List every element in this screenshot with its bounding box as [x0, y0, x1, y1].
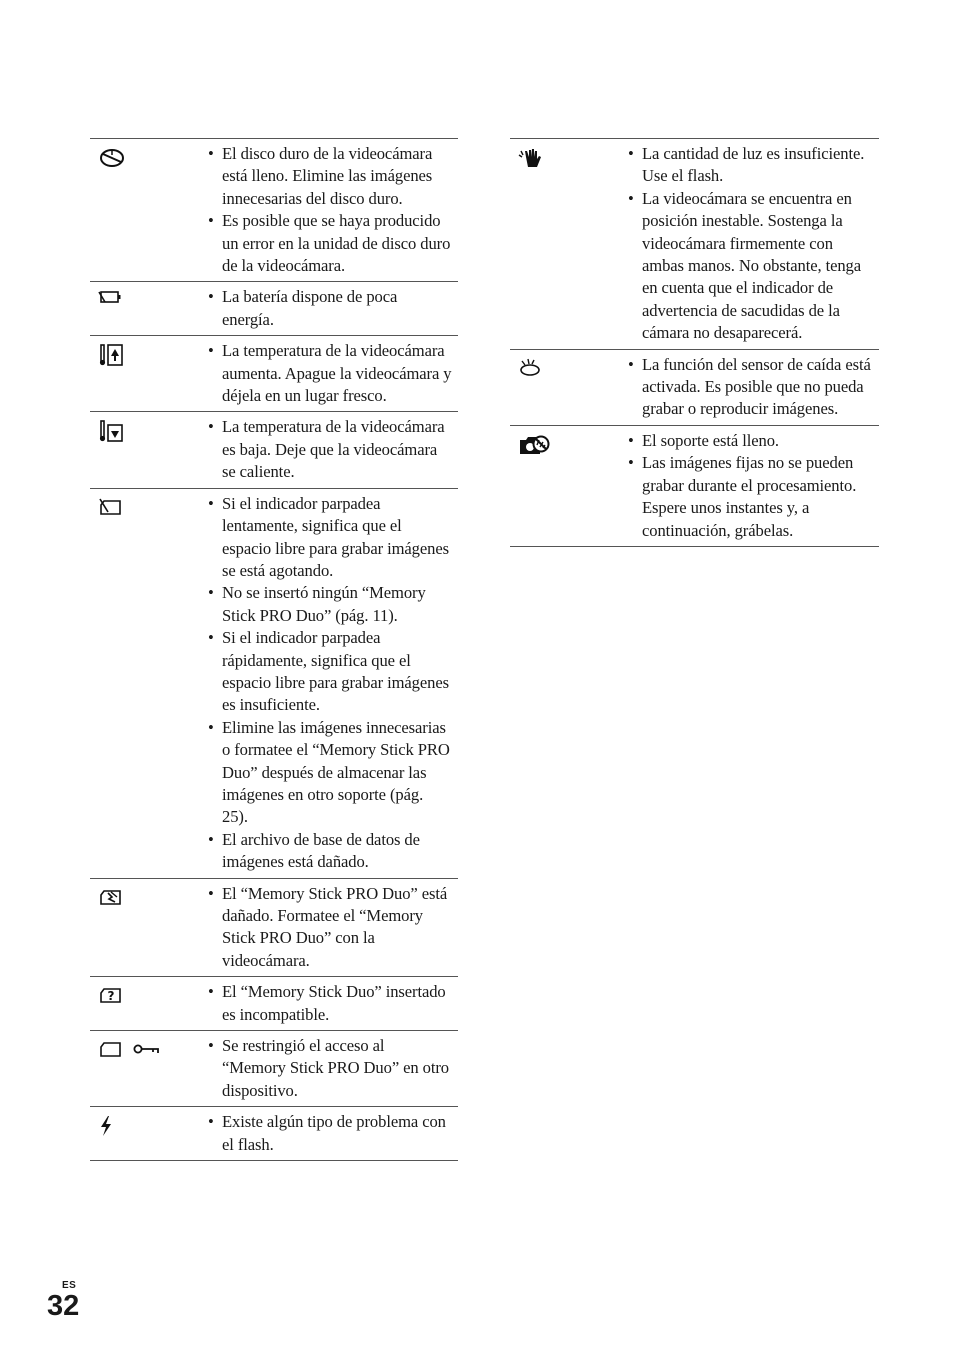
temperature-high-icon [90, 340, 208, 407]
media-full-icon [510, 430, 628, 542]
table-row [510, 426, 879, 547]
warning-description [628, 430, 879, 542]
page-footer [47, 1280, 79, 1320]
warning-description [208, 493, 458, 874]
bullet-item: • Se restringió el acceso al “Memory Stick PRO Duo” en otro dispositivo. [208, 1035, 452, 1102]
bullet-item: • La videocámara se encuentra en posición inestable. Sostenga la videocámara firmemente con ambas manos. No obstante, tenga en cuenta que el indicador de advertencia de sacudidas de la cámara no desaparecerá. [628, 188, 873, 345]
svg-text:?: ? [107, 989, 115, 1004]
bullet-item: • La batería dispone de poca energía. [208, 286, 452, 331]
hdd-full-icon [90, 143, 208, 277]
flash-icon [90, 1111, 208, 1156]
warning-description [628, 354, 879, 421]
bullet-item: • Las imágenes fijas no se pueden grabar durante el procesamiento. Espere unos instantes y, a continuación, grábelas. [628, 452, 873, 542]
bullet-item: • La temperatura de la videocámara aumenta. Apague la videocámara y déjela en un lugar fresco. [208, 340, 452, 407]
warning-description [208, 883, 458, 973]
drop-sensor-icon [510, 354, 628, 421]
low-battery-icon [90, 286, 208, 331]
bullet-item: • Si el indicador parpadea rápidamente, significa que el espacio libre para grabar imágenes es insuficiente. [208, 627, 452, 717]
table-row [510, 139, 879, 350]
bullet-item: • El “Memory Stick PRO Duo” está dañado. Formatee el “Memory Stick PRO Duo” con la videocámara. [208, 883, 452, 973]
table-row [90, 282, 458, 336]
bullet-item: • Es posible que se haya producido un error en la unidad de disco duro de la videocámara. [208, 210, 452, 277]
table-row [90, 977, 458, 1031]
memory-stick-incompatible-icon [90, 981, 208, 1026]
table-row [90, 879, 458, 978]
memory-stick-warning-icon [90, 493, 208, 874]
bullet-item: • El archivo de base de datos de imágenes está dañado. [208, 829, 452, 874]
table-row [90, 412, 458, 488]
table-row [90, 336, 458, 412]
right-warning-table [510, 138, 879, 547]
bullet-item: • El soporte está lleno. [628, 430, 873, 452]
warning-description [628, 143, 879, 345]
table-row [90, 1031, 458, 1107]
bullet-item: • No se insertó ningún “Memory Stick PRO Duo” (pág. 11). [208, 582, 452, 627]
table-row [90, 489, 458, 879]
bullet-item: • Elimine las imágenes innecesarias o formatee el “Memory Stick PRO Duo” después de almacenar las imágenes en otro soporte (pág. 25). [208, 717, 452, 829]
warning-description [208, 981, 458, 1026]
bullet-item: • La cantidad de luz es insuficiente. Use el flash. [628, 143, 873, 188]
warning-description [208, 1035, 458, 1102]
bullet-item: • El disco duro de la videocámara está lleno. Elimine las imágenes innecesarias del disco duro. [208, 143, 452, 210]
left-warning-table [90, 138, 458, 1161]
warning-description [208, 286, 458, 331]
bullet-item: • Existe algún tipo de problema con el flash. [208, 1111, 452, 1156]
temperature-low-icon [90, 416, 208, 483]
warning-description [208, 340, 458, 407]
table-row [90, 1107, 458, 1161]
warning-description [208, 1111, 458, 1156]
memory-stick-damaged-icon [90, 883, 208, 973]
table-row [510, 350, 879, 426]
bullet-item: • La función del sensor de caída está activada. Es posible que no pueda grabar o reproducir imágenes. [628, 354, 873, 421]
bullet-item: • La temperatura de la videocámara es baja. Deje que la videocámara se caliente. [208, 416, 452, 483]
memory-stick-locked-icon [90, 1035, 208, 1102]
warning-description [208, 416, 458, 483]
camera-shake-icon [510, 143, 628, 345]
language-code: ES [62, 1280, 77, 1291]
warning-description [208, 143, 458, 277]
bullet-item: • Si el indicador parpadea lentamente, significa que el espacio libre para grabar imágenes se está agotando. [208, 493, 452, 583]
bullet-item: • El “Memory Stick Duo” insertado es incompatible. [208, 981, 452, 1026]
page-number: 32 [47, 1290, 80, 1322]
table-row [90, 139, 458, 282]
